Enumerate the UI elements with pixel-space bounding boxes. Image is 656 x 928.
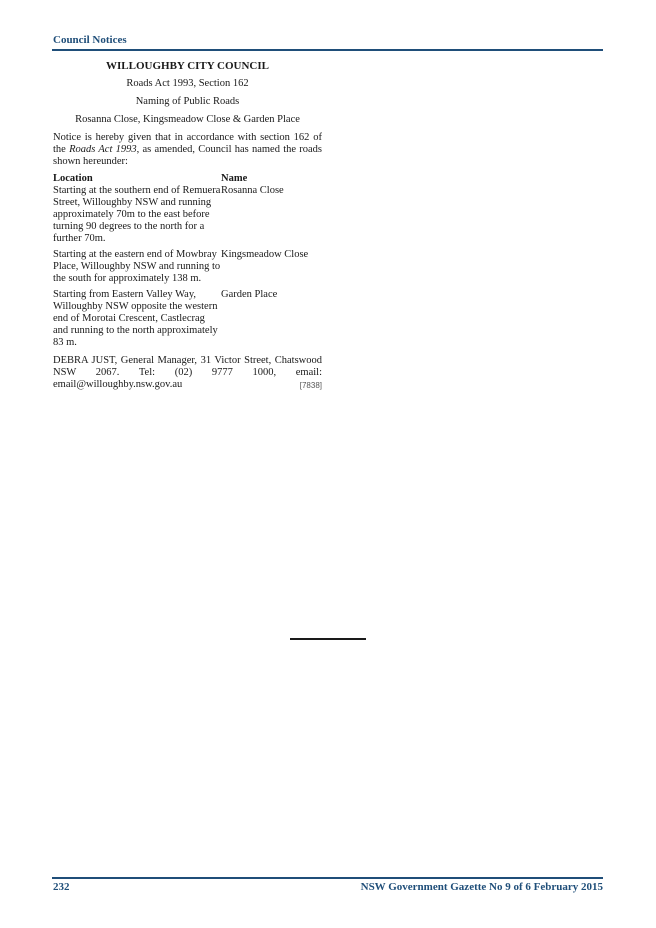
name-header: Name [221, 173, 248, 184]
page-number: 232 [53, 881, 70, 893]
council-notice [53, 58, 322, 392]
council-name: WILLOUGHBY CITY COUNCIL [106, 60, 269, 72]
location-cell: Starting at the eastern end of Mowbray Place, Willoughby NSW and running to the south for approximately 138 m. [53, 249, 221, 284]
table-header-row [53, 173, 322, 185]
notice-intro [53, 132, 322, 168]
notice-subject: Naming of Public Roads [135, 96, 240, 107]
intro-text-2: , as amended, Council has named the roads shown hereunder: [53, 144, 323, 167]
name-cell: Kingsmeadow Close [221, 249, 309, 260]
gazette-title: NSW Government Gazette No 9 of 6 February 2015 [360, 881, 603, 893]
name-cell: Rosanna Close [221, 185, 284, 196]
intro-text-1: Notice is hereby given that in accordance with section 162 of the [53, 132, 322, 155]
footer-rule [52, 877, 603, 879]
location-cell: Starting at the southern end of Remuera Street, Willoughby NSW and running approximately 70m to the east before turning 90 degrees to the north for a further 70m. [53, 185, 221, 244]
end-of-notices-rule [290, 638, 366, 640]
intro-act-title: Roads Act 1993 [69, 144, 137, 155]
section-heading: Council Notices [53, 34, 127, 46]
roads-table [53, 173, 322, 353]
table-row [53, 289, 322, 353]
table-row [53, 185, 322, 249]
signoff [53, 355, 322, 391]
table-row [53, 249, 322, 289]
reference-number: [7838] [299, 381, 322, 390]
location-cell: Starting from Eastern Valley Way, Willoughby NSW opposite the western end of Morotai Crescent, Castlecrag and running to the north approximately 83 m. [53, 289, 218, 348]
signoff-text: DEBRA JUST, General Manager, 31 Victor Street, Chatswood NSW 2067. Tel: (02) 9777 1000, email: email@willoughby.nsw.gov.au [53, 355, 322, 390]
roads-list: Rosanna Close, Kingsmeadow Close & Garden Place [75, 114, 300, 125]
name-cell: Garden Place [221, 289, 278, 300]
header-rule [52, 49, 603, 51]
act-line: Roads Act 1993, Section 162 [126, 78, 249, 89]
location-header: Location [53, 173, 93, 184]
